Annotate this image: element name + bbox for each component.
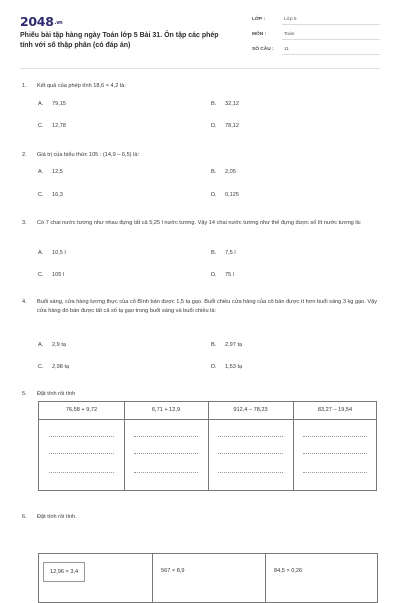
q2-option-c[interactable]: C. 16,3 <box>38 192 63 198</box>
q5-expression-1: 76,58 + 9,72 <box>65 407 98 413</box>
q2-option-b[interactable]: B. 2,05 <box>211 169 236 175</box>
q5-col-divider <box>124 402 125 490</box>
q5-answer-line[interactable] <box>303 453 367 454</box>
q5-expression-3: 912,4 – 78,23 <box>233 407 268 413</box>
q6-calculation-table <box>38 553 378 603</box>
q6-col-divider <box>265 554 266 602</box>
q6-expression-3: 84,5 × 0,26 <box>274 568 303 574</box>
header-divider <box>20 68 380 69</box>
q6-col-divider <box>152 554 153 602</box>
q5-answer-line[interactable] <box>134 453 198 454</box>
q2-option-a[interactable]: A. 12,5 <box>38 169 63 175</box>
q5-answer-line[interactable] <box>49 436 114 437</box>
q5-col-divider <box>208 402 209 490</box>
q1-option-c[interactable]: C. 12,78 <box>38 123 66 129</box>
q3-option-d[interactable]: D. 75 l <box>211 272 235 278</box>
q5-answer-line[interactable] <box>134 472 198 473</box>
q1-option-a[interactable]: A. 79,15 <box>38 101 66 107</box>
q5-answer-line[interactable] <box>134 436 198 437</box>
q3-option-a[interactable]: A. 10,5 l <box>38 250 66 256</box>
q5-answer-line[interactable] <box>218 453 283 454</box>
q5-answer-line[interactable] <box>303 472 367 473</box>
q4-option-d[interactable]: D. 1,53 tạ <box>211 364 243 370</box>
q5-col-divider <box>293 402 294 490</box>
q1-option-d[interactable]: D. 78,12 <box>211 123 239 129</box>
q3-option-c[interactable]: C. 105 l <box>38 272 65 278</box>
q2-option-d[interactable]: D. 0,125 <box>211 192 239 198</box>
q5-calculation-table <box>38 401 377 491</box>
q6-expression-2: 567 × 8,9 <box>161 568 185 574</box>
q5-answer-line[interactable] <box>218 472 283 473</box>
worksheet-page: 2048.vn Phiếu bài tập hàng ngày Toán lớp 5 Bài 31. Ôn tập các phép tính với số thập phân (có đáp án) LỚP : Lớp 5 MÔN : Toán SỐ CÂU : 11 1. Kết quả của phép tính 18,6 × 4,2 là: A. 79,15 B. 32,12 C. 12,78 D. 78,12 2. Giá trị của biểu thức 105 : (14,9 – 6,5) là: A. 12,5 B. 2,05 C. 16,3 D. 0,125 3. Có 7 chai nước tương như nhau đựng tất cả 5,25 l nước tương. Vậy 14 chai nước tương như thế đựng được số lít nước tương là: A. 10,5 l B. 7,5 l C. 105 l D. 75 l 4. Buổi sáng, cửa hàng lương thực của cô Bình bán được 1,5 tạ gạo. Buổi chiều cửa hàng của cô bán được ít hơn buổi sáng 3 kg gạo. Vậy cửa hàng đó bán được tất cả số tạ gạo trong buổi sáng và buổi chiều là: A. 2,9 tạ B. 2,97 tạ C. 2,98 tạ D. 1,53 tạ 5. Đặt tính rồi tính 76,58 + 9,72 6,71 + 12,9 912,4 – 78,23 83,27 – 19,54 6. Đặt tính rồi tính. 12,96 × 3,4 567 × 8,9 84,5 × 0,26 <box>0 0 400 600</box>
q1-option-b[interactable]: B. 32,12 <box>211 101 239 107</box>
q6-expression-1: 12,96 × 3,4 <box>43 562 85 582</box>
q4-option-b[interactable]: B. 2,97 tạ <box>211 342 243 348</box>
q5-expression-4: 83,27 – 19,54 <box>317 407 353 413</box>
q4-option-c[interactable]: C. 2,98 tạ <box>38 364 70 370</box>
q5-answer-line[interactable] <box>218 436 283 437</box>
q5-answer-line[interactable] <box>303 436 367 437</box>
q5-answer-line[interactable] <box>49 453 114 454</box>
q4-option-a[interactable]: A. 2,9 tạ <box>38 342 66 348</box>
q5-answer-line[interactable] <box>49 472 114 473</box>
q3-option-b[interactable]: B. 7,5 l <box>211 250 236 256</box>
q5-expression-2: 6,71 + 12,9 <box>151 407 181 413</box>
site-logo[interactable]: 2048.vn <box>20 14 63 29</box>
page-title: Phiếu bài tập hàng ngày Toán lớp 5 Bài 31. Ôn tập các phép tính với số thập phân (có đáp án) <box>20 32 219 49</box>
